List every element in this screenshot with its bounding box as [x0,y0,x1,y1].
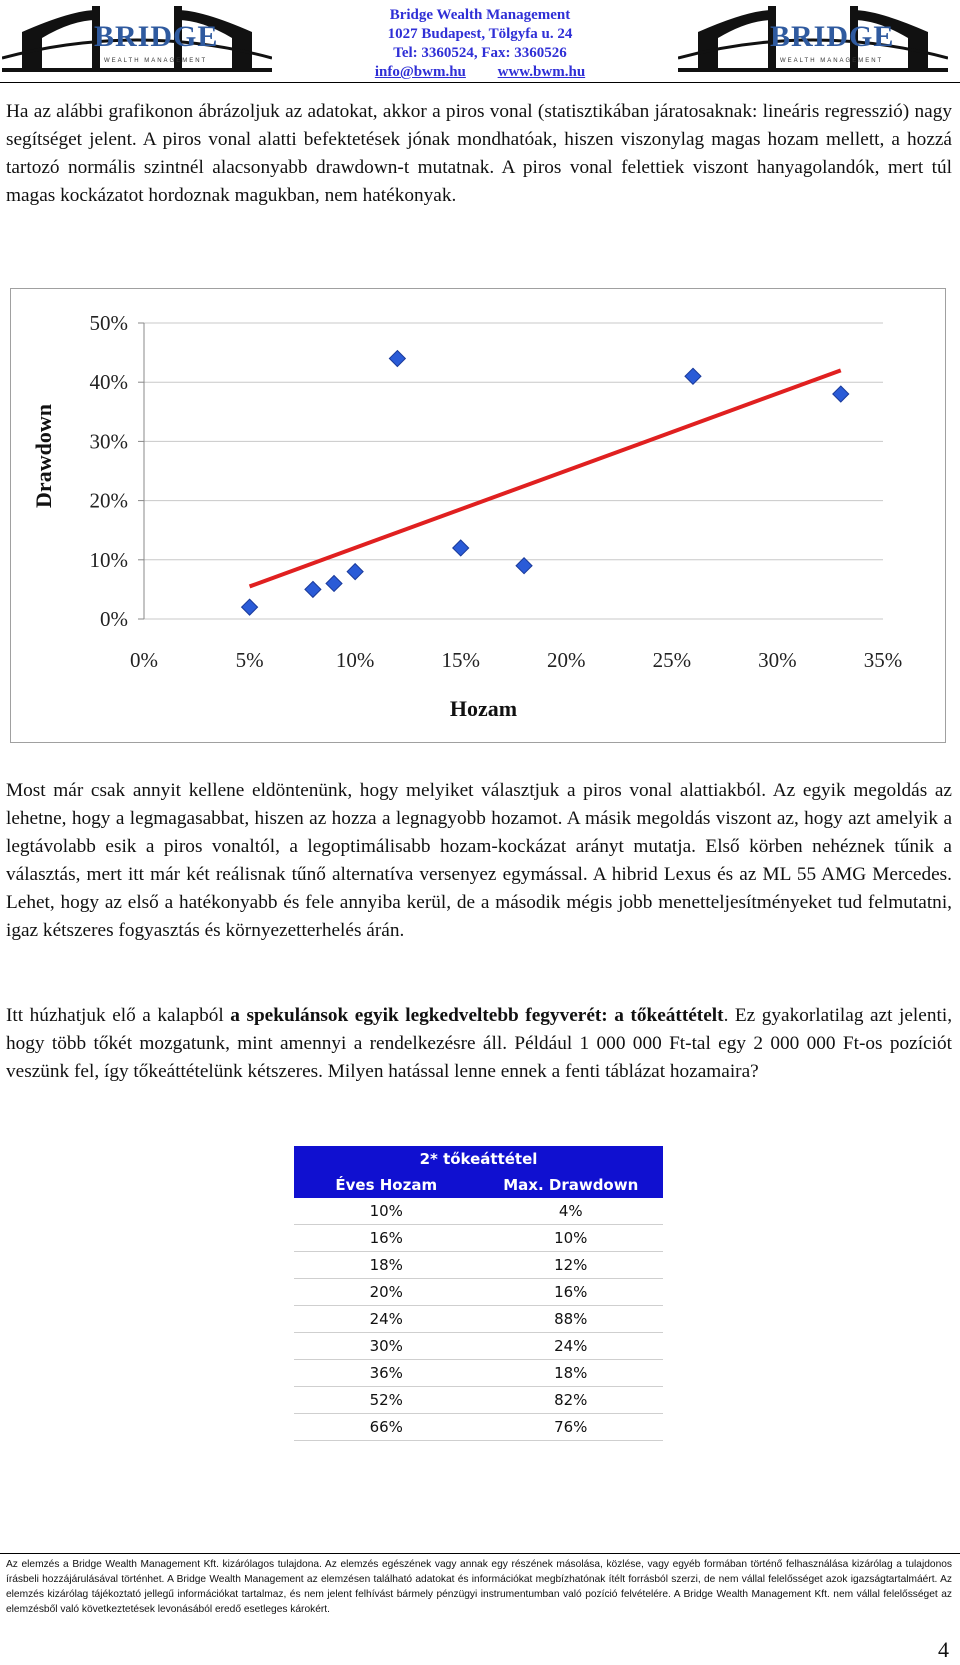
logo-text: BRIDGE [770,20,895,53]
page-header [0,0,960,84]
company-phone: Tel: 3360524, Fax: 3360526 [393,45,567,61]
company-name: Bridge Wealth Management [389,7,571,23]
y-tick-label: 10% [89,547,128,572]
x-tick-label: 10% [335,648,375,672]
annual-return-cell: 30% [294,1333,479,1360]
logo-text: BRIDGE [94,20,219,53]
annual-return-cell: 16% [294,1225,479,1252]
data-point [389,351,405,367]
company-address: 1027 Budapest, Tölgyfa u. 24 [387,26,573,42]
table-header-row [294,1172,663,1198]
intro-paragraph: Ha az alábbi grafikonon ábrázoljuk az adatokat, akkor a piros vonal (statisztikában járatosaknak: lineáris regresszió) nagy segítséget jelent. A piros vonal alatti befektetések jónak mondhatóak, hiszen viszonylag magas hozam mellett, a hozzá tartozó normális szintnél alacsonyabb drawdown-t mutatnak. A piros vonal felettiek viszont hanyagolandók, mert túl magas kockázatot hordoznak magukban, nem hatékonyak. [6,101,952,206]
header-links [300,63,660,82]
max-drawdown-cell: 76% [479,1414,664,1441]
website-link[interactable]: www.bwm.hu [497,64,586,80]
table-row [294,1387,663,1414]
data-point [347,564,363,580]
y-tick-label: 20% [89,488,128,513]
x-axis-label: Hozam [449,696,518,721]
footer-disclaimer: Az elemzés a Bridge Wealth Management Kft. kizárólagos tulajdona. Az elemzés egészének vagy annak egy részének másolása, közlése, vagy egyéb formában történő felhasználása kizárólag a tulajdonos írásbeli hozzájárulásával történhet. A Bridge Wealth Management az elemzésen található adatokat és információkat megbízhatónak ítélt forrásból szerzi, de nem vállal felelősséget azok igazságtartalmáért. Az elemzés kizárólag tájékoztató jellegű információkat tartalmaz, és nem jelent felhívást bármely pénzügyi instrumentumban való pozíció felvételére. A Bridge Wealth Management Kft. nem vállal felelősséget az elemzésből való következtetések levonásából eredő esetleges károkért. [6,1559,952,1615]
table-caption: 2* tőkeáttétel [294,1146,663,1172]
max-drawdown-cell: 18% [479,1360,664,1387]
table-row [294,1306,663,1333]
leverage-pre: Itt húzhatjuk elő a kalapból [6,1005,231,1026]
header-contact [300,6,660,82]
data-point [453,540,469,556]
leverage-table [294,1146,663,1441]
regression-line [250,370,841,586]
table-row [294,1198,663,1225]
annual-return-cell: 36% [294,1360,479,1387]
logo-subtext: WEALTH MANAGEMENT [780,58,884,64]
x-tick-label: 25% [652,648,692,672]
x-tick-label: 15% [441,648,480,672]
annual-return-cell: 66% [294,1414,479,1441]
max-drawdown-cell: 24% [479,1333,664,1360]
annual-return-cell: 24% [294,1306,479,1333]
max-drawdown-cell: 4% [479,1198,664,1225]
x-tick-label: 0% [130,648,158,672]
leverage-post: . Ez gyakorlatilag azt jelenti, hogy több tőkét mozgatunk, mint amennyi a rendelkezésre áll. Például 1 000 000 Ft-tal egy 2 000 000 Ft-os pozíciót veszünk fel, így tőkeáttételünk kétszeres. Milyen hatással lenne ennek a fenti táblázat hozamaira? [6,1005,953,1082]
x-tick-label: 5% [235,648,264,672]
y-axis-label: Drawdown [31,404,56,508]
max-drawdown-cell: 12% [479,1252,664,1279]
leverage-bold: a spekulánsok egyik legkedveltebb fegyverét: a tőkeáttételt [230,1005,724,1026]
table-row [294,1414,663,1441]
table-caption-row [294,1146,663,1172]
logo-subtext: WEALTH MANAGEMENT [104,58,208,64]
data-point [326,575,342,591]
max-drawdown-cell: 16% [479,1279,664,1306]
column-header: Éves Hozam [294,1172,479,1198]
annual-return-cell: 20% [294,1279,479,1306]
table-row [294,1252,663,1279]
scatter-chart-svg [11,289,945,742]
page-number: 4 [938,1637,949,1662]
email-link[interactable]: info@bwm.hu [374,64,466,80]
x-tick-label: 30% [758,648,797,672]
annual-return-cell: 18% [294,1252,479,1279]
table-row [294,1360,663,1387]
header-divider [0,82,960,83]
annual-return-cell: 52% [294,1387,479,1414]
x-tick-label: 35% [863,648,903,672]
data-point [833,386,849,402]
data-point [305,581,321,597]
max-drawdown-cell: 88% [479,1306,664,1333]
table-row [294,1279,663,1306]
max-drawdown-cell: 10% [479,1225,664,1252]
footer-divider [0,1553,960,1554]
max-drawdown-cell: 82% [479,1387,664,1414]
company-logo-left [2,2,272,74]
table-row [294,1225,663,1252]
y-tick-label: 30% [89,429,128,454]
leverage-paragraph [6,1002,952,1086]
discussion-paragraph: Most már csak annyit kellene eldöntenünk, hogy melyiket választjuk a piros vonal alattiakból. Az egyik megoldás az lehetne, hogy a legmagasabbat, hiszen az hozza a legnagyobb hozamot. A másik megoldás viszont az, hogy azt amelyik a legtávolabb esik a piros vonaltól, a legoptimálisabb hozam-kockázat arányt mutatja. Első körben nehéznek tűnik a választás, mert itt már két reálisnak tűnő alternatíva versenyez egymással. A hibrid Lexus és az ML 55 AMG Mercedes. Lehet, hogy az első a hatékonyabb és fele annyiba kerül, de a második mégis jobb menetteljesítményeket tud felmutatni, igaz kétszeres fogyasztás és környezetterhelés árán. [6,780,952,941]
annual-return-cell: 10% [294,1198,479,1225]
scatter-chart [10,288,946,743]
y-tick-label: 0% [100,607,128,631]
y-tick-label: 50% [89,311,128,335]
company-logo-right [678,2,948,74]
data-point [242,599,258,615]
x-tick-label: 20% [547,648,586,672]
table-row [294,1333,663,1360]
column-header: Max. Drawdown [479,1172,664,1198]
y-tick-label: 40% [89,370,128,395]
